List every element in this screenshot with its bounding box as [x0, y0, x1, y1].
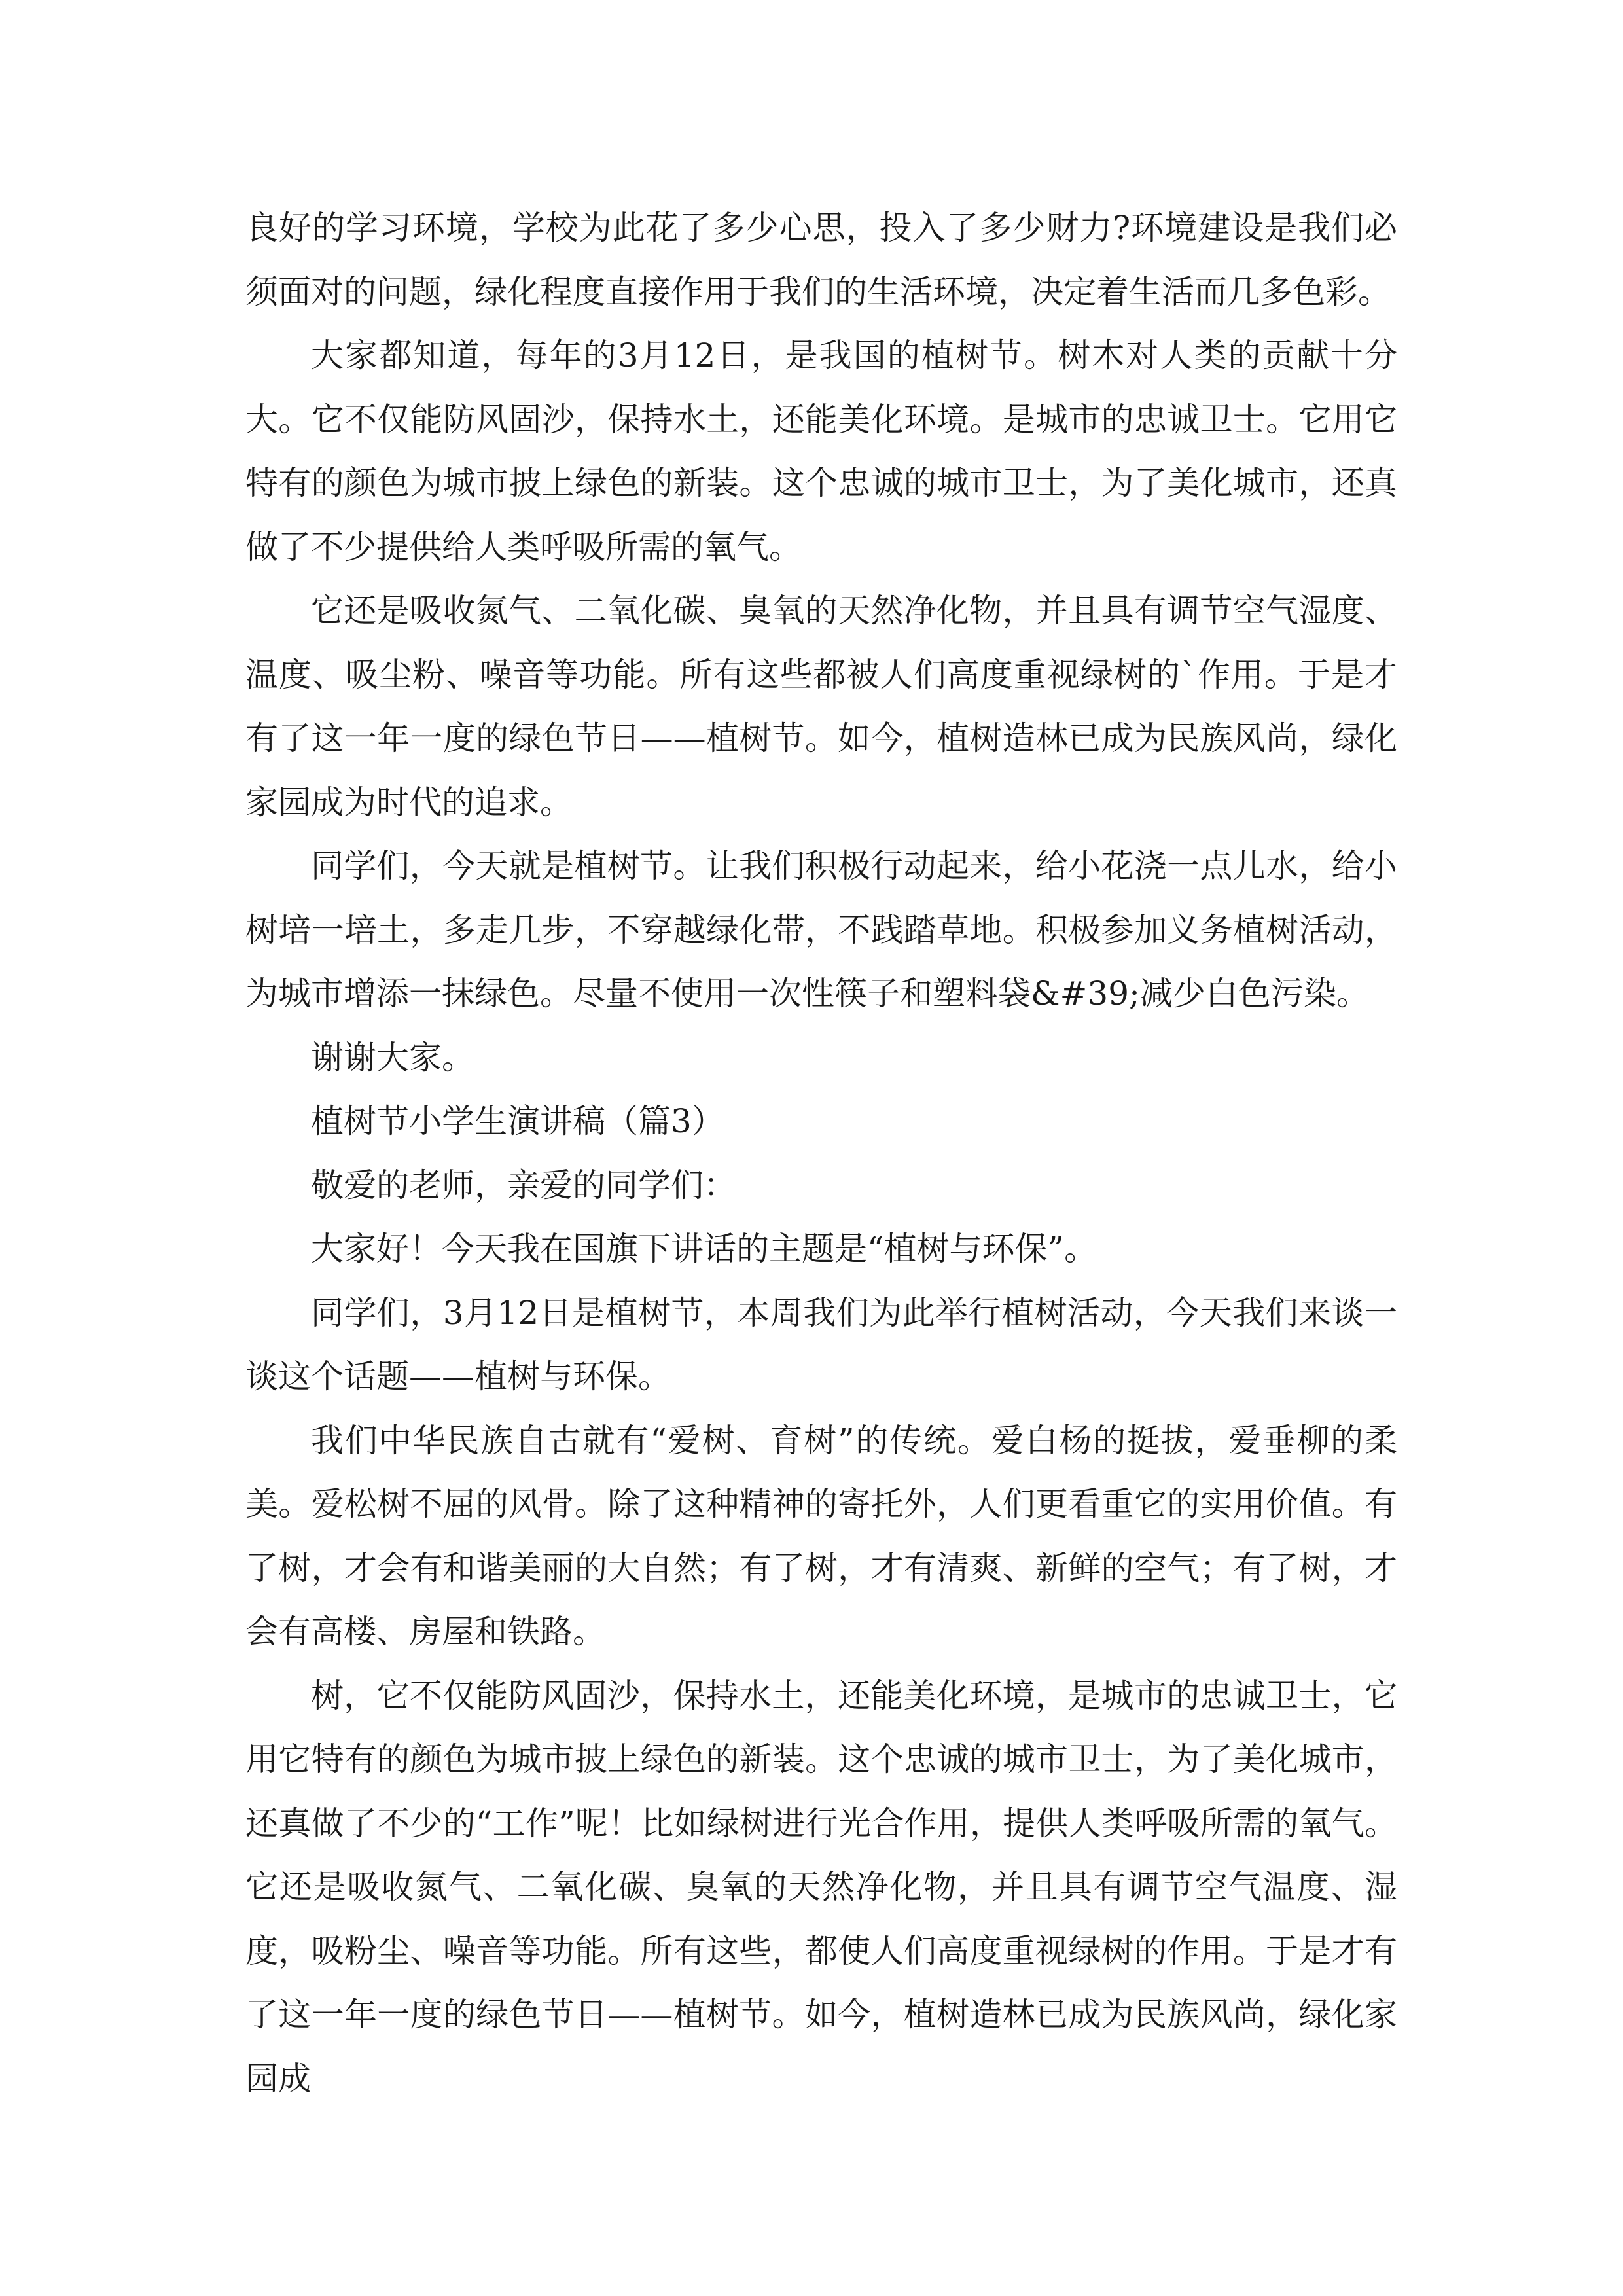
paragraph-tree-guardian: 树，它不仅能防风固沙，保持水土，还能美化环境，是城市的忠诚卫士，它用它特有的颜色为城市披上绿色的新装。这个忠诚的城市卫士，为了美化城市，还真做了不少的“工作”呢！比如绿树进行光合作用，提供人类呼吸所需的氧气。它还是吸收氮气、二氧化碳、臭氧的天然净化物，并且具有调节空气温度、湿度，吸粉尘、噪音等功能。所有这些，都使人们高度重视绿树的作用。于是才有了这一年一度的绿色节日——植树节。如今，植树造林已成为民族风尚，绿化家园成	[245, 1676, 1397, 2098]
paragraph-call-to-action: 同学们，今天就是植树节。让我们积极行动起来，给小花浇一点儿水，给小树培一培土，多走几步，不穿越绿化带，不践踏草地。积极参加义务植树活动，为城市增添一抹绿色。尽量不使用一次性筷子和塑料袋&#39;减少白色污染。	[245, 847, 1397, 1013]
document-body	[245, 196, 1397, 2111]
paragraph-greeting: 大家好！今天我在国旗下讲话的主题是“植树与环保”。	[311, 1230, 1097, 1268]
paragraph-salutation: 敬爱的老师，亲爱的同学们：	[311, 1166, 736, 1204]
paragraph-tradition: 我们中华民族自古就有“爱树、育树”的传统。爱白杨的挺拔，爱垂柳的柔美。爱松树不屈的风骨。除了这种精神的寄托外，人们更看重它的实用价值。有了树，才会有和谐美丽的大自然；有了树，才有清爽、新鲜的空气；有了树，才会有高楼、房屋和铁路。	[245, 1421, 1397, 1651]
paragraph-continued: 良好的学习环境，学校为此花了多少心思，投入了多少财力?环境建设是我们必须面对的问题，绿化程度直接作用于我们的生活环境，决定着生活而几多色彩。	[245, 209, 1397, 311]
paragraph-thanks: 谢谢大家。	[311, 1038, 474, 1077]
section-heading: 植树节小学生演讲稿（篇3）	[311, 1102, 724, 1140]
paragraph-arbor-day-intro: 大家都知道，每年的3月12日，是我国的植树节。树木对人类的贡献十分大。它不仅能防风固沙，保持水土，还能美化环境。是城市的忠诚卫士。它用它特有的颜色为城市披上绿色的新装。这个忠诚的城市卫士，为了美化城市，还真做了不少提供给人类呼吸所需的氧气。	[245, 336, 1397, 566]
paragraph-topic: 同学们，3月12日是植树节，本周我们为此举行植树活动，今天我们来谈一谈这个话题——植树与环保。	[245, 1293, 1397, 1395]
paragraph-tree-functions: 它还是吸收氮气、二氧化碳、臭氧的天然净化物，并且具有调节空气湿度、温度、吸尘粉、噪音等功能。所有这些都被人们高度重视绿树的`作用。于是才有了这一年一度的绿色节日——植树节。如今，植树造林已成为民族风尚，绿化家园成为时代的追求。	[245, 592, 1397, 821]
